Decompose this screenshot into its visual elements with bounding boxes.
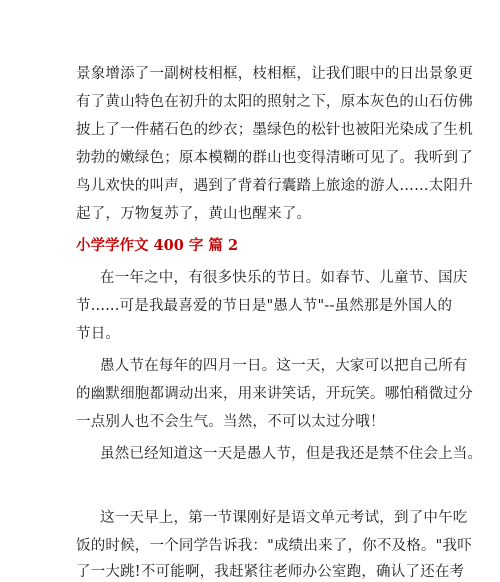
paragraph-3-line-2: 的幽默细胞都调动出来，用来讲笑话，开玩笑。哪怕稍微过分 xyxy=(76,386,473,402)
paragraph-2-line-2: 节......可是我最喜爱的节日是"愚人节"--虽然那是外国人的 xyxy=(76,298,453,314)
paragraph-3-line-3: 一点别人也不会生气。当然，不可以太过分哦！ xyxy=(76,414,385,430)
paragraph-1-line-4: 勃勃的嫩绿色；原本模糊的群山也变得清晰可见了。我听到了 xyxy=(76,150,473,166)
paragraph-1-line-5: 鸟儿欢快的叫声，遇到了背着行囊踏上旅途的游人……太阳升 xyxy=(76,178,473,194)
paragraph-2-line-1: 在一年之中，有很多快乐的节日。如春节、儿童节、国庆 xyxy=(100,270,468,286)
paragraph-2-line-3: 节日。 xyxy=(76,326,121,342)
paragraph-1-line-6: 起了，万物复苏了，黄山也醒来了。 xyxy=(76,206,312,222)
section-heading: 小学学作文 400 字 篇 2 xyxy=(76,237,239,254)
paragraph-5-line-3: 了一大跳!不可能啊，我赶紧往老师办公室跑，确认了还在考 xyxy=(76,564,465,580)
paragraph-4-line-1: 虽然已经知道这一天是愚人节，但是我还是禁不住会上当。 xyxy=(100,446,483,462)
paragraph-1-line-2: 有了黄山特色在初升的太阳的照射之下，原本灰色的山石仿佛 xyxy=(76,94,473,110)
paragraph-3-line-1: 愚人节在每年的四月一日。这一天，大家可以把自己所有 xyxy=(100,358,468,374)
paragraph-1-line-3: 披上了一件赭石色的纱衣；墨绿色的松针也被阳光染成了生机 xyxy=(76,122,473,138)
paragraph-5-line-2: 饭的时候，一个同学告诉我："成绩出来了，你不及格。"我吓 xyxy=(76,538,472,554)
paragraph-1-line-1: 景象增添了一副树枝相框，枝相框，让我们眼中的日出景象更 xyxy=(76,66,473,82)
paragraph-5-line-1: 这一天早上，第一节课刚好是语文单元考试，到了中午吃 xyxy=(100,510,468,526)
